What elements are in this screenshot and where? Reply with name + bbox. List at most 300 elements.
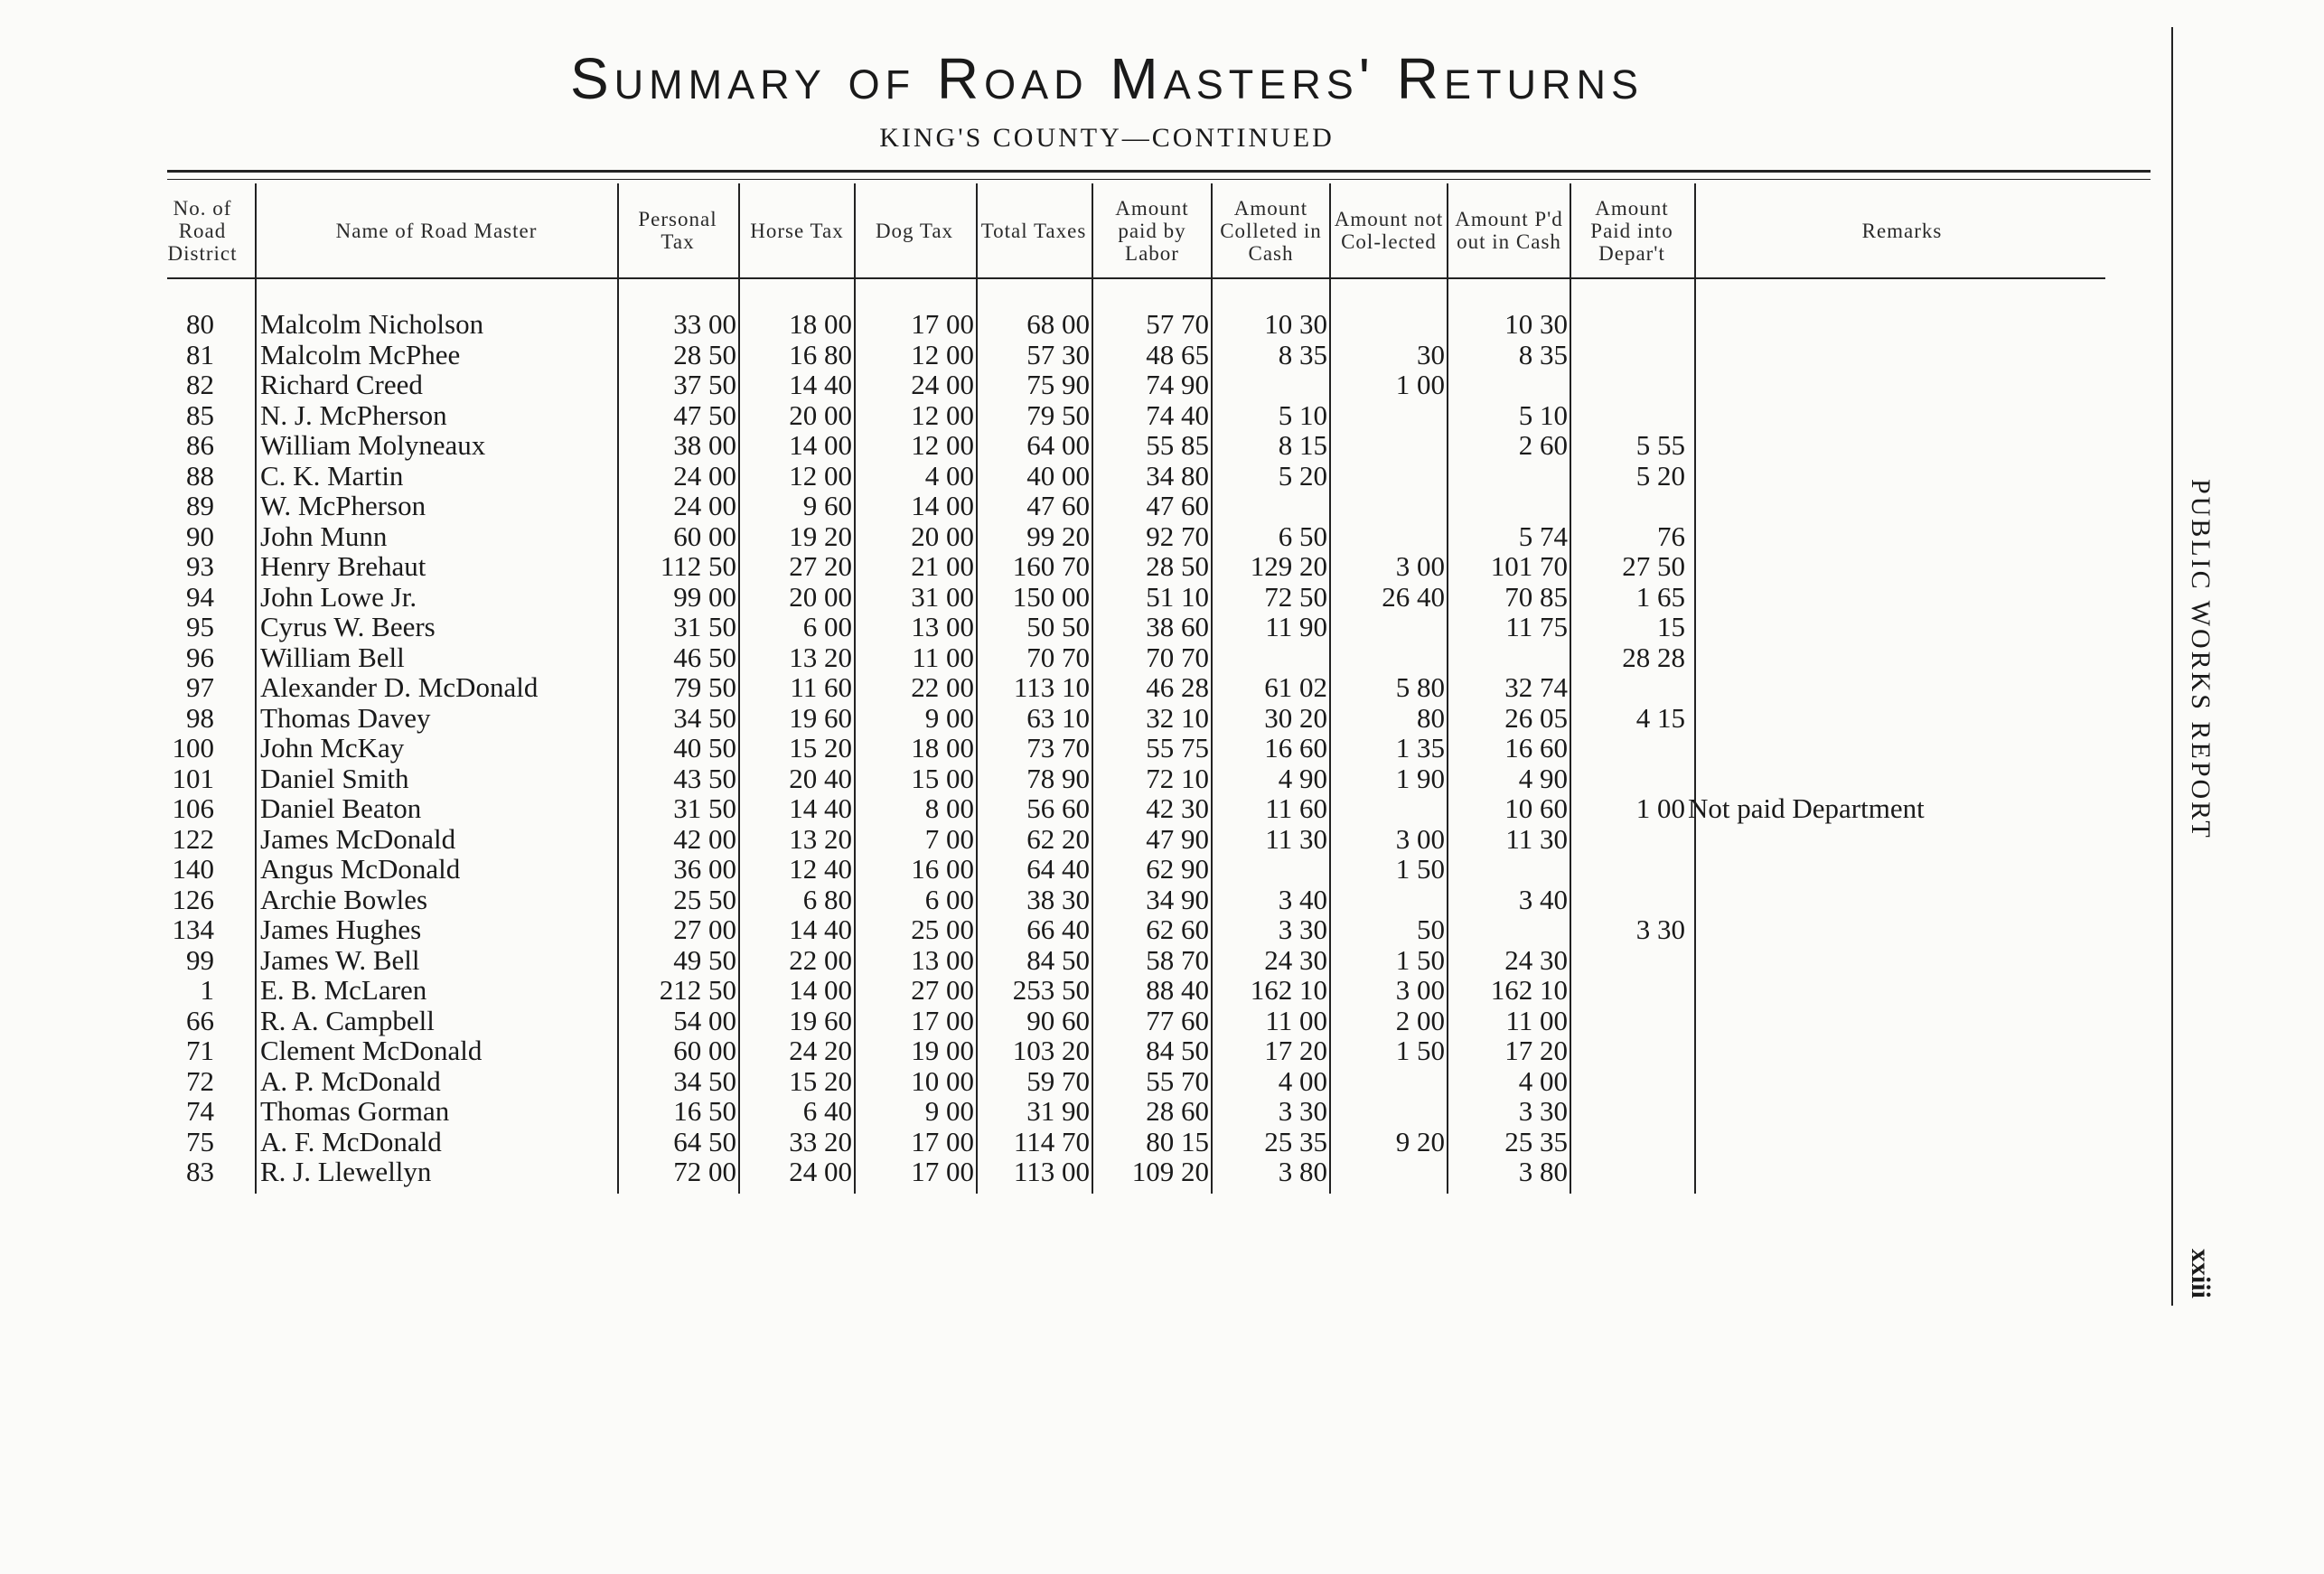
cell-paid-into-department: 76 <box>1657 520 1685 552</box>
cell-dog-tax: 12 00 <box>911 338 974 370</box>
cell-collected-cash: 10 30 <box>1264 308 1327 340</box>
cell-paid-by-labor: 51 10 <box>1146 580 1209 613</box>
cell-district: 86 <box>186 429 214 461</box>
cell-paid-by-labor: 42 30 <box>1146 792 1209 824</box>
cell-remarks: Not paid Department <box>1688 792 1925 824</box>
cell-total-taxes: 90 60 <box>1026 1004 1090 1036</box>
cell-total-taxes: 253 50 <box>1012 974 1090 1006</box>
cell-dog-tax: 15 00 <box>911 762 974 794</box>
cell-total-taxes: 38 30 <box>1026 883 1090 915</box>
cell-paid-by-labor: 70 70 <box>1146 641 1209 673</box>
cell-personal-tax: 31 50 <box>673 792 736 824</box>
cell-not-collected: 1 35 <box>1395 732 1445 764</box>
cell-total-taxes: 40 00 <box>1026 459 1090 492</box>
cell-horse-tax: 6 40 <box>802 1095 852 1127</box>
cell-collected-cash: 72 50 <box>1264 580 1327 613</box>
cell-collected-cash: 16 60 <box>1264 732 1327 764</box>
top-rule <box>167 170 2151 173</box>
cell-paid-out-cash: 4 90 <box>1518 762 1568 794</box>
table-row <box>0 582 2123 612</box>
cell-paid-into-department: 3 30 <box>1635 913 1685 945</box>
cell-horse-tax: 11 60 <box>790 671 852 703</box>
cell-total-taxes: 79 50 <box>1026 398 1090 431</box>
cell-collected-cash: 11 00 <box>1265 1004 1327 1036</box>
cell-district: 85 <box>186 398 214 431</box>
table-row <box>0 975 2123 1005</box>
cell-collected-cash: 30 20 <box>1264 701 1327 734</box>
table-row <box>0 672 2123 702</box>
cell-road-master: R. J. Llewellyn <box>260 1156 432 1187</box>
cell-paid-by-labor: 38 60 <box>1146 611 1209 642</box>
table-row <box>0 400 2123 430</box>
cell-personal-tax: 28 50 <box>673 338 736 370</box>
cell-paid-into-department: 5 55 <box>1635 429 1685 461</box>
table-row <box>0 824 2123 854</box>
cell-road-master: Malcolm Nicholson <box>260 308 484 340</box>
cell-dog-tax: 31 00 <box>911 580 974 613</box>
cell-total-taxes: 150 00 <box>1012 580 1090 613</box>
header-collected-cash: Amount Colleted in Cash <box>1220 196 1322 265</box>
cell-paid-by-labor: 58 70 <box>1146 943 1209 976</box>
table-row <box>0 854 2123 884</box>
cell-paid-by-labor: 28 50 <box>1146 550 1209 582</box>
cell-personal-tax: 54 00 <box>673 1004 736 1036</box>
cell-not-collected: 1 50 <box>1395 943 1445 976</box>
cell-collected-cash: 3 30 <box>1278 1095 1327 1127</box>
table-row <box>0 1127 2123 1157</box>
cell-collected-cash: 25 35 <box>1264 1125 1327 1157</box>
cell-personal-tax: 34 50 <box>673 701 736 734</box>
cell-collected-cash: 17 20 <box>1264 1035 1327 1066</box>
cell-collected-cash: 3 80 <box>1278 1156 1327 1187</box>
header-personal-tax: Personal Tax <box>638 208 717 253</box>
cell-horse-tax: 16 80 <box>789 338 852 370</box>
cell-collected-cash: 6 50 <box>1278 520 1327 552</box>
cell-paid-by-labor: 55 85 <box>1146 429 1209 461</box>
cell-paid-into-department: 4 15 <box>1635 701 1685 734</box>
table-row <box>0 733 2123 763</box>
table-row <box>0 764 2123 793</box>
header-name: Name of Road Master <box>335 219 538 242</box>
cell-road-master: Clement McDonald <box>260 1035 483 1066</box>
cell-total-taxes: 64 00 <box>1026 429 1090 461</box>
cell-district: 99 <box>186 943 214 976</box>
cell-personal-tax: 212 50 <box>659 974 736 1006</box>
cell-road-master: Archie Bowles <box>260 883 428 915</box>
cell-road-master: A. P. McDonald <box>260 1064 441 1097</box>
cell-road-master: James W. Bell <box>260 943 420 976</box>
cell-personal-tax: 43 50 <box>673 762 736 794</box>
cell-paid-into-department: 27 50 <box>1622 550 1685 582</box>
table-row <box>0 914 2123 944</box>
table-row <box>0 551 2123 581</box>
header-paid-into-department: Amount Paid into Depar't <box>1590 196 1673 265</box>
header-district: No. of Road District <box>167 196 238 265</box>
cell-paid-out-cash: 8 35 <box>1518 338 1568 370</box>
cell-horse-tax: 18 00 <box>789 308 852 340</box>
cell-paid-out-cash: 17 20 <box>1504 1035 1568 1066</box>
cell-paid-out-cash: 3 40 <box>1518 883 1568 915</box>
cell-district: 71 <box>186 1035 214 1066</box>
table-row <box>0 612 2123 642</box>
cell-road-master: N. J. McPherson <box>260 398 447 431</box>
cell-district: 83 <box>186 1156 214 1187</box>
cell-paid-by-labor: 77 60 <box>1146 1004 1209 1036</box>
cell-paid-by-labor: 55 70 <box>1146 1064 1209 1097</box>
cell-total-taxes: 75 90 <box>1026 369 1090 400</box>
cell-paid-out-cash: 5 74 <box>1518 520 1568 552</box>
cell-horse-tax: 14 40 <box>789 913 852 945</box>
cell-total-taxes: 103 20 <box>1012 1035 1090 1066</box>
cell-paid-by-labor: 62 90 <box>1146 853 1209 885</box>
table-row <box>0 309 2123 339</box>
cell-paid-by-labor: 55 75 <box>1146 732 1209 764</box>
cell-district: 72 <box>186 1064 214 1097</box>
header-horse-tax: Horse Tax <box>750 219 844 242</box>
cell-horse-tax: 33 20 <box>789 1125 852 1157</box>
cell-dog-tax: 6 00 <box>924 883 974 915</box>
cell-paid-into-department: 1 65 <box>1635 580 1685 613</box>
cell-not-collected: 26 40 <box>1382 580 1445 613</box>
cell-paid-out-cash: 101 70 <box>1490 550 1568 582</box>
cell-personal-tax: 64 50 <box>673 1125 736 1157</box>
cell-road-master: W. McPherson <box>260 490 426 521</box>
cell-total-taxes: 68 00 <box>1026 308 1090 340</box>
cell-not-collected: 80 <box>1417 701 1445 734</box>
cell-paid-out-cash: 10 30 <box>1504 308 1568 340</box>
cell-collected-cash: 11 30 <box>1265 822 1327 855</box>
table-row <box>0 1096 2123 1126</box>
cell-paid-into-department: 15 <box>1657 611 1685 642</box>
cell-paid-by-labor: 28 60 <box>1146 1095 1209 1127</box>
cell-horse-tax: 12 40 <box>789 853 852 885</box>
cell-total-taxes: 113 10 <box>1013 671 1090 703</box>
cell-paid-into-department: 5 20 <box>1635 459 1685 492</box>
cell-paid-by-labor: 80 15 <box>1146 1125 1209 1157</box>
cell-dog-tax: 9 00 <box>924 1095 974 1127</box>
cell-district: 89 <box>186 490 214 521</box>
cell-road-master: Henry Brehaut <box>260 550 426 582</box>
cell-horse-tax: 24 00 <box>789 1156 852 1187</box>
cell-total-taxes: 56 60 <box>1026 792 1090 824</box>
cell-horse-tax: 14 00 <box>789 974 852 1006</box>
table-row <box>0 1006 2123 1035</box>
cell-personal-tax: 34 50 <box>673 1064 736 1097</box>
cell-horse-tax: 14 00 <box>789 429 852 461</box>
cell-paid-by-labor: 47 90 <box>1146 822 1209 855</box>
page-number: xxiii <box>2186 1249 2216 1299</box>
cell-paid-out-cash: 2 60 <box>1518 429 1568 461</box>
cell-personal-tax: 42 00 <box>673 822 736 855</box>
cell-personal-tax: 24 00 <box>673 490 736 521</box>
cell-not-collected: 1 50 <box>1395 1035 1445 1066</box>
cell-horse-tax: 24 20 <box>789 1035 852 1066</box>
cell-horse-tax: 20 40 <box>789 762 852 794</box>
cell-dog-tax: 4 00 <box>924 459 974 492</box>
cell-dog-tax: 21 00 <box>911 550 974 582</box>
cell-road-master: Richard Creed <box>260 369 423 400</box>
cell-personal-tax: 36 00 <box>673 853 736 885</box>
cell-road-master: John McKay <box>260 732 405 764</box>
cell-personal-tax: 99 00 <box>673 580 736 613</box>
cell-dog-tax: 8 00 <box>924 792 974 824</box>
cell-collected-cash: 4 90 <box>1278 762 1327 794</box>
cell-total-taxes: 160 70 <box>1012 550 1090 582</box>
cell-road-master: John Lowe Jr. <box>260 580 417 613</box>
cell-district: 81 <box>186 338 214 370</box>
cell-horse-tax: 6 00 <box>802 611 852 642</box>
cell-paid-by-labor: 32 10 <box>1146 701 1209 734</box>
cell-collected-cash: 5 10 <box>1278 398 1327 431</box>
cell-dog-tax: 20 00 <box>911 520 974 552</box>
header-not-collected: Amount not Col-lected <box>1334 208 1444 253</box>
cell-total-taxes: 73 70 <box>1026 732 1090 764</box>
cell-paid-out-cash: 24 30 <box>1504 943 1568 976</box>
cell-district: 126 <box>172 883 214 915</box>
cell-dog-tax: 27 00 <box>911 974 974 1006</box>
cell-road-master: C. K. Martin <box>260 459 404 492</box>
cell-paid-out-cash: 11 30 <box>1505 822 1568 855</box>
cell-dog-tax: 25 00 <box>911 913 974 945</box>
cell-paid-by-labor: 72 10 <box>1146 762 1209 794</box>
cell-personal-tax: 25 50 <box>673 883 736 915</box>
cell-district: 101 <box>172 762 214 794</box>
cell-paid-by-labor: 47 60 <box>1146 490 1209 521</box>
cell-not-collected: 1 90 <box>1395 762 1445 794</box>
cell-collected-cash: 162 10 <box>1250 974 1327 1006</box>
cell-total-taxes: 84 50 <box>1026 943 1090 976</box>
cell-not-collected: 3 00 <box>1395 822 1445 855</box>
cell-dog-tax: 9 00 <box>924 701 974 734</box>
cell-road-master: Angus McDonald <box>260 853 461 885</box>
cell-paid-out-cash: 5 10 <box>1518 398 1568 431</box>
cell-total-taxes: 64 40 <box>1026 853 1090 885</box>
cell-collected-cash: 11 90 <box>1265 611 1327 642</box>
cell-personal-tax: 24 00 <box>673 459 736 492</box>
table-row <box>0 491 2123 520</box>
cell-dog-tax: 7 00 <box>924 822 974 855</box>
cell-paid-out-cash: 3 30 <box>1518 1095 1568 1127</box>
cell-dog-tax: 19 00 <box>911 1035 974 1066</box>
cell-total-taxes: 113 00 <box>1013 1156 1090 1187</box>
cell-paid-into-department: 1 00 <box>1635 792 1685 824</box>
cell-dog-tax: 18 00 <box>911 732 974 764</box>
cell-collected-cash: 8 35 <box>1278 338 1327 370</box>
cell-paid-by-labor: 88 40 <box>1146 974 1209 1006</box>
cell-paid-by-labor: 34 90 <box>1146 883 1209 915</box>
cell-paid-out-cash: 16 60 <box>1504 732 1568 764</box>
cell-horse-tax: 20 00 <box>789 580 852 613</box>
cell-paid-by-labor: 62 60 <box>1146 913 1209 945</box>
cell-not-collected: 9 20 <box>1395 1125 1445 1157</box>
cell-not-collected: 5 80 <box>1395 671 1445 703</box>
cell-paid-out-cash: 11 00 <box>1505 1004 1568 1036</box>
cell-road-master: Daniel Beaton <box>260 792 422 824</box>
cell-total-taxes: 47 60 <box>1026 490 1090 521</box>
cell-not-collected: 50 <box>1417 913 1445 945</box>
cell-paid-by-labor: 48 65 <box>1146 338 1209 370</box>
cell-personal-tax: 27 00 <box>673 913 736 945</box>
table-row <box>0 1066 2123 1096</box>
cell-dog-tax: 10 00 <box>911 1064 974 1097</box>
cell-horse-tax: 15 20 <box>789 1064 852 1097</box>
cell-district: 95 <box>186 611 214 642</box>
header-rule <box>167 277 2105 279</box>
cell-paid-into-department: 28 28 <box>1622 641 1685 673</box>
cell-paid-out-cash: 10 60 <box>1504 792 1568 824</box>
cell-paid-by-labor: 46 28 <box>1146 671 1209 703</box>
cell-district: 100 <box>172 732 214 764</box>
cell-road-master: E. B. McLaren <box>260 974 427 1006</box>
header-paid-out-cash: Amount P'd out in Cash <box>1455 208 1563 253</box>
cell-personal-tax: 60 00 <box>673 1035 736 1066</box>
cell-total-taxes: 63 10 <box>1026 701 1090 734</box>
cell-paid-out-cash: 3 80 <box>1518 1156 1568 1187</box>
header-remarks: Remarks <box>1861 219 1943 242</box>
cell-paid-out-cash: 26 05 <box>1504 701 1568 734</box>
cell-road-master: Daniel Smith <box>260 762 409 794</box>
table-row <box>0 1157 2123 1186</box>
cell-paid-out-cash: 32 74 <box>1504 671 1568 703</box>
cell-paid-out-cash: 4 00 <box>1518 1064 1568 1097</box>
cell-dog-tax: 13 00 <box>911 611 974 642</box>
cell-horse-tax: 9 60 <box>802 490 852 521</box>
page-subtitle: KING'S COUNTY—CONTINUED <box>879 123 1335 153</box>
cell-district: 82 <box>186 369 214 400</box>
cell-district: 94 <box>186 580 214 613</box>
cell-horse-tax: 6 80 <box>802 883 852 915</box>
cell-total-taxes: 59 70 <box>1026 1064 1090 1097</box>
cell-collected-cash: 129 20 <box>1250 550 1327 582</box>
cell-district: 98 <box>186 701 214 734</box>
table-row <box>0 642 2123 672</box>
header-paid-by-labor: Amount paid by Labor <box>1115 196 1189 265</box>
cell-dog-tax: 12 00 <box>911 398 974 431</box>
cell-road-master: Cyrus W. Beers <box>260 611 436 642</box>
cell-road-master: James McDonald <box>260 822 456 855</box>
cell-total-taxes: 31 90 <box>1026 1095 1090 1127</box>
cell-total-taxes: 57 30 <box>1026 338 1090 370</box>
cell-collected-cash: 4 00 <box>1278 1064 1327 1097</box>
cell-dog-tax: 22 00 <box>911 671 974 703</box>
cell-dog-tax: 17 00 <box>911 1156 974 1187</box>
table-row <box>0 703 2123 733</box>
table-row <box>0 521 2123 551</box>
cell-personal-tax: 37 50 <box>673 369 736 400</box>
cell-paid-by-labor: 92 70 <box>1146 520 1209 552</box>
cell-not-collected: 30 <box>1417 338 1445 370</box>
cell-total-taxes: 70 70 <box>1026 641 1090 673</box>
cell-road-master: Malcolm McPhee <box>260 338 461 370</box>
cell-horse-tax: 14 40 <box>789 792 852 824</box>
cell-district: 75 <box>186 1125 214 1157</box>
cell-horse-tax: 27 20 <box>789 550 852 582</box>
cell-paid-by-labor: 57 70 <box>1146 308 1209 340</box>
cell-horse-tax: 15 20 <box>789 732 852 764</box>
cell-personal-tax: 38 00 <box>673 429 736 461</box>
cell-dog-tax: 14 00 <box>911 490 974 521</box>
table-row <box>0 793 2123 823</box>
cell-dog-tax: 12 00 <box>911 429 974 461</box>
cell-horse-tax: 19 60 <box>789 701 852 734</box>
cell-personal-tax: 40 50 <box>673 732 736 764</box>
page-title: Summary of Road Masters' Returns <box>569 46 1645 111</box>
cell-district: 122 <box>172 822 214 855</box>
cell-dog-tax: 16 00 <box>911 853 974 885</box>
table-row <box>0 1035 2123 1065</box>
cell-district: 93 <box>186 550 214 582</box>
cell-dog-tax: 17 00 <box>911 308 974 340</box>
cell-personal-tax: 79 50 <box>673 671 736 703</box>
cell-paid-out-cash: 11 75 <box>1505 611 1568 642</box>
cell-district: 96 <box>186 641 214 673</box>
cell-horse-tax: 13 20 <box>789 641 852 673</box>
cell-paid-by-labor: 109 20 <box>1131 1156 1209 1187</box>
cell-personal-tax: 60 00 <box>673 520 736 552</box>
cell-personal-tax: 16 50 <box>673 1095 736 1127</box>
cell-total-taxes: 99 20 <box>1026 520 1090 552</box>
cell-paid-by-labor: 34 80 <box>1146 459 1209 492</box>
cell-personal-tax: 112 50 <box>660 550 736 582</box>
cell-total-taxes: 50 50 <box>1026 611 1090 642</box>
cell-paid-by-labor: 84 50 <box>1146 1035 1209 1066</box>
cell-not-collected: 2 00 <box>1395 1004 1445 1036</box>
cell-district: 140 <box>172 853 214 885</box>
cell-collected-cash: 3 40 <box>1278 883 1327 915</box>
header-dog-tax: Dog Tax <box>875 219 954 242</box>
cell-paid-by-labor: 74 90 <box>1146 369 1209 400</box>
cell-dog-tax: 17 00 <box>911 1125 974 1157</box>
cell-paid-by-labor: 74 40 <box>1146 398 1209 431</box>
top-rule-thin <box>167 179 2151 180</box>
cell-district: 90 <box>186 520 214 552</box>
cell-dog-tax: 24 00 <box>911 369 974 400</box>
side-running-head: PUBLIC WORKS REPORT <box>2186 479 2216 840</box>
cell-road-master: Thomas Gorman <box>260 1095 450 1127</box>
cell-horse-tax: 22 00 <box>789 943 852 976</box>
table-row <box>0 885 2123 914</box>
cell-collected-cash: 5 20 <box>1278 459 1327 492</box>
cell-road-master: John Munn <box>260 520 388 552</box>
cell-not-collected: 3 00 <box>1395 550 1445 582</box>
table-row <box>0 430 2123 460</box>
table-row <box>0 340 2123 370</box>
cell-total-taxes: 62 20 <box>1026 822 1090 855</box>
cell-district: 97 <box>186 671 214 703</box>
cell-road-master: A. F. McDonald <box>260 1125 442 1157</box>
cell-not-collected: 3 00 <box>1395 974 1445 1006</box>
header-total-taxes: Total Taxes <box>980 219 1087 242</box>
cell-district: 134 <box>172 913 214 945</box>
cell-road-master: James Hughes <box>260 913 422 945</box>
cell-collected-cash: 8 15 <box>1278 429 1327 461</box>
cell-road-master: Thomas Davey <box>260 701 431 734</box>
cell-personal-tax: 46 50 <box>673 641 736 673</box>
cell-not-collected: 1 00 <box>1395 369 1445 400</box>
cell-paid-out-cash: 25 35 <box>1504 1125 1568 1157</box>
cell-personal-tax: 49 50 <box>673 943 736 976</box>
table-row <box>0 370 2123 399</box>
cell-district: 1 <box>200 974 214 1006</box>
cell-horse-tax: 12 00 <box>789 459 852 492</box>
cell-collected-cash: 24 30 <box>1264 943 1327 976</box>
cell-collected-cash: 3 30 <box>1278 913 1327 945</box>
cell-horse-tax: 20 00 <box>789 398 852 431</box>
cell-personal-tax: 31 50 <box>673 611 736 642</box>
cell-total-taxes: 66 40 <box>1026 913 1090 945</box>
cell-horse-tax: 19 20 <box>789 520 852 552</box>
cell-district: 74 <box>186 1095 214 1127</box>
